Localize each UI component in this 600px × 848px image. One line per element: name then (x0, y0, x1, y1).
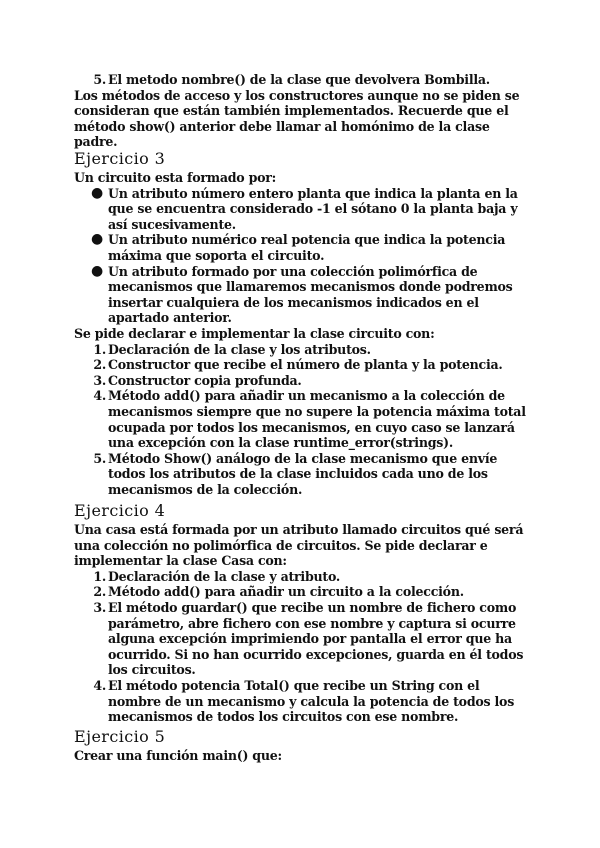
note-paragraph: Los métodos de acceso y los constructores aunque no se piden se consideran que están también implementados. Recuerde que el método show() anterior debe llamar al homónimo de la clase padre. (74, 87, 520, 150)
list-item-text: Método Show() análogo de la clase mecanismo que envíe todos los atributos de la clase incluidos cada uno de los mecanismos de la colección. (108, 450, 498, 497)
ejercicio-3-section (74, 170, 534, 497)
list-item (74, 264, 534, 326)
bullet-icon: ● (91, 231, 103, 248)
list-item (74, 388, 534, 450)
heading-ejercicio-4: Ejercicio 4 (74, 501, 166, 520)
list-item (74, 186, 534, 233)
list-item-text: Un atributo número entero planta que indica la planta en la que se encuentra considerado -1 el sótano 0 la planta baja y así sucesivamente. (108, 185, 518, 232)
ej4-intro: Una casa está formada por un atributo llamado circuitos qué será una colección no polimórfica de circuitos. Se pide declarar e implementar la clase Casa con: (74, 522, 524, 569)
list-item (74, 357, 534, 373)
list-number: 3. (93, 599, 106, 615)
list-item-text: Un atributo formado por una colección polimórfica de mecanismos que llamaremos mecanismos donde podremos insertar cualquiera de los mecanismos indicados en el apartado anterior. (108, 263, 513, 326)
list-item-text: El método guardar() que recibe un nombre de fichero como parámetro, abre fichero con ese nombre y captura si ocurre alguna excepción imprimiendo por pantalla el error que ha ocurrido. Si no han ocurrido excepciones, guarda en él todos los circuitos. (108, 599, 524, 678)
list-item (74, 342, 534, 358)
top-section (74, 72, 534, 150)
list-item-text: Constructor copia profunda. (108, 372, 302, 388)
ej3-numbered-list (74, 342, 534, 498)
ej5-intro: Crear una función main() que: (74, 748, 282, 763)
ej3-intro: Un circuito esta formado por: (74, 170, 277, 185)
list-item (74, 72, 534, 88)
heading-ejercicio-5: Ejercicio 5 (74, 727, 166, 746)
ejercicio-5-section (74, 748, 534, 764)
list-number: 4. (93, 388, 106, 404)
list-item (74, 678, 534, 725)
list-item (74, 232, 534, 263)
list-number: 2. (93, 584, 106, 600)
list-item-text: Método add() para añadir un mecanismo a la colección de mecanismos siempre que no supere la potencia máxima total ocupada por todos los mecanismos, en cuyo caso se lanzará una excepción con la clase runtime_error(strings). (108, 388, 526, 451)
list-item-text: Declaración de la clase y atributo. (108, 568, 341, 584)
list-item-text: Un atributo numérico real potencia que indica la potencia máxima que soporta el circuito. (108, 232, 506, 263)
list-item (74, 584, 534, 600)
list-item-text: Constructor que recibe el número de planta y la potencia. (108, 357, 503, 373)
list-item (74, 451, 534, 498)
heading-ejercicio-3: Ejercicio 3 (74, 149, 166, 168)
list-item-text: Declaración de la clase y los atributos. (108, 341, 371, 357)
list-item-text: El metodo nombre() de la clase que devolvera Bombilla. (108, 72, 490, 87)
list-number: 5. (93, 450, 106, 466)
list-item (74, 600, 534, 678)
list-number: 2. (93, 357, 106, 373)
ej3-ask: Se pide declarar e implementar la clase circuito con: (74, 325, 435, 341)
bullet-icon: ● (91, 184, 103, 201)
list-item-text: El método potencia Total() que recibe un String con el nombre de un mecanismo y calcula la potencia de todos los mecanismos de todos los circuitos con ese nombre. (108, 677, 515, 725)
list-item (74, 373, 534, 389)
list-item (74, 569, 534, 585)
bullet-icon: ● (91, 262, 103, 279)
list-number: 4. (93, 677, 106, 693)
list-item-text: Método add() para añadir un circuito a la colección. (108, 584, 464, 600)
list-number: 1. (93, 341, 106, 357)
list-number: 5. (93, 72, 106, 87)
ej4-numbered-list (74, 569, 534, 725)
ejercicio-4-section (74, 522, 534, 725)
list-number: 3. (93, 372, 106, 388)
ej3-bullet-list (74, 186, 534, 326)
list-number: 1. (93, 568, 106, 584)
